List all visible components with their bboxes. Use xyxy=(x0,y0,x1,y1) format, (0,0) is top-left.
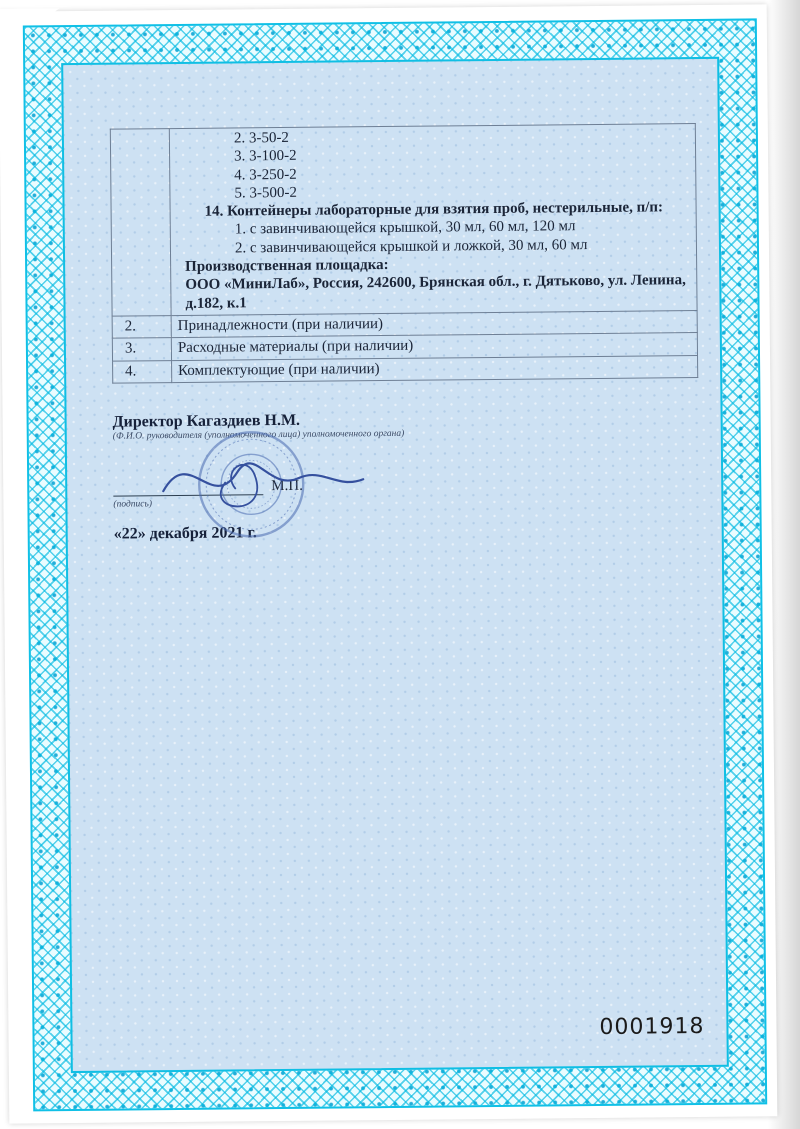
row-body-cell: Комплектующие (при наличии) xyxy=(172,355,698,382)
list-item: 4. 3-250-2 xyxy=(234,166,297,184)
row-body-cell: Принадлежности (при наличии) xyxy=(171,310,697,337)
serial-number: 0001918 xyxy=(599,1013,705,1040)
row-number-cell: 3. xyxy=(112,338,171,361)
list-item: 5. 3-500-2 xyxy=(234,184,298,202)
list-item: 3. 3-100-2 xyxy=(234,148,297,165)
production-site-label: Производственная площадка: xyxy=(185,257,389,276)
list-item: 2. 3-50-2 xyxy=(233,129,289,147)
row-number-cell xyxy=(110,129,171,317)
signature-block xyxy=(113,408,722,544)
table-row-main xyxy=(110,124,697,317)
mp-label: М.П. xyxy=(271,477,303,494)
row-body-cell: Расходные материалы (при наличии) xyxy=(171,333,697,360)
director-caption: (Ф.И.О. руководителя (уполномоченного лица) уполномоченного органа) xyxy=(112,428,405,442)
signature-caption: (подпись) xyxy=(113,499,153,510)
director-line: Директор Кагаздиев Н.М. xyxy=(112,411,301,431)
production-site-value: ООО «МиниЛаб», Россия, 242600, Брянская обл., г. Дятьково, ул. Ленина, д.182, к.1 xyxy=(185,272,686,312)
certificate-paper xyxy=(0,4,777,1123)
date-line: «22» декабря 2021 г. xyxy=(113,524,257,543)
list-item: 2. с завинчивающейся крышкой и ложкой, 30 мл, 60 мл xyxy=(234,236,588,257)
signature-row xyxy=(113,450,721,500)
row-body-cell xyxy=(169,124,697,316)
signature-line xyxy=(113,454,263,496)
row-number-cell: 2. xyxy=(112,316,171,339)
table-row xyxy=(113,355,698,383)
list-item: 1. с завинчивающейся крышкой, 30 мл, 60 мл, 120 мл xyxy=(234,218,576,238)
document-field xyxy=(61,57,729,1073)
ornamental-border xyxy=(23,18,767,1111)
item14-title: 14. Контейнеры лабораторные для взятия проб, нестерильные, п/п: xyxy=(204,199,664,220)
items-table xyxy=(110,123,698,383)
row-number-cell: 4. xyxy=(113,360,172,383)
